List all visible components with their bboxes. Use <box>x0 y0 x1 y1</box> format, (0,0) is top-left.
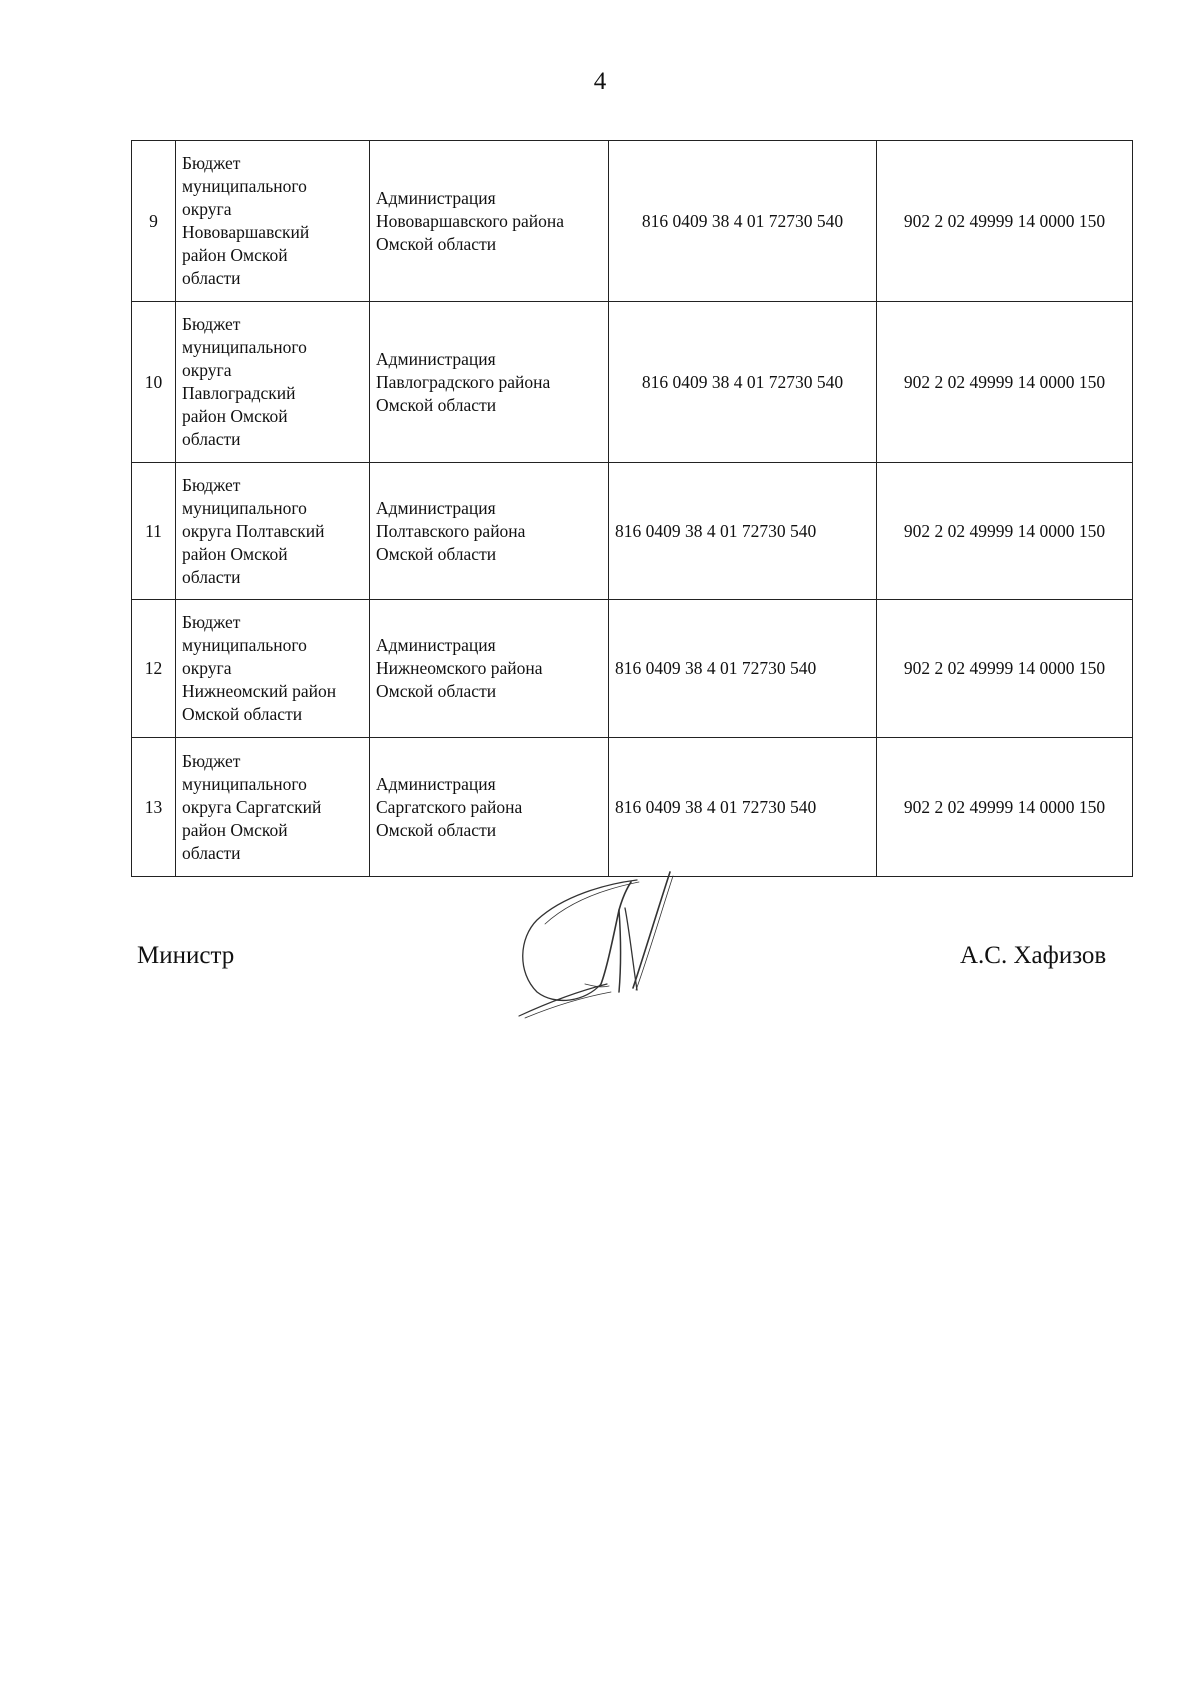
row-number: 13 <box>132 738 176 877</box>
revenue-code: 902 2 02 49999 14 0000 150 <box>877 738 1133 877</box>
row-number: 11 <box>132 463 176 600</box>
row-number: 9 <box>132 141 176 302</box>
row-number: 12 <box>132 600 176 738</box>
administrator-name: Администрация Нововаршавского района Омской области <box>370 141 609 302</box>
budget-name: Бюджет муниципального округа Павлоградский район Омской области <box>176 302 370 463</box>
table-row <box>132 463 1133 600</box>
budget-name: Бюджет муниципального округа Нововаршавский район Омской области <box>176 141 370 302</box>
expense-code: 816 0409 38 4 01 72730 540 <box>609 600 877 738</box>
administrator-name: Администрация Полтавского района Омской области <box>370 463 609 600</box>
signatory-name: А.С. Хафизов <box>960 942 1107 969</box>
table-row <box>132 141 1133 302</box>
handwritten-signature <box>515 868 715 1028</box>
row-number: 10 <box>132 302 176 463</box>
budget-name: Бюджет муниципального округа Полтавский район Омской области <box>176 463 370 600</box>
table-row <box>132 738 1133 877</box>
expense-code: 816 0409 38 4 01 72730 540 <box>609 141 877 302</box>
table-row <box>132 302 1133 463</box>
expense-code: 816 0409 38 4 01 72730 540 <box>609 738 877 877</box>
expense-code: 816 0409 38 4 01 72730 540 <box>609 302 877 463</box>
revenue-code: 902 2 02 49999 14 0000 150 <box>877 600 1133 738</box>
budget-name: Бюджет муниципального округа Саргатский район Омской области <box>176 738 370 877</box>
revenue-code: 902 2 02 49999 14 0000 150 <box>877 463 1133 600</box>
page-number: 4 <box>593 68 607 95</box>
revenue-code: 902 2 02 49999 14 0000 150 <box>877 302 1133 463</box>
budget-name: Бюджет муниципального округа Нижнеомский район Омской области <box>176 600 370 738</box>
budget-allocation-table <box>131 140 1133 877</box>
revenue-code: 902 2 02 49999 14 0000 150 <box>877 141 1133 302</box>
table-row <box>132 600 1133 738</box>
expense-code: 816 0409 38 4 01 72730 540 <box>609 463 877 600</box>
administrator-name: Администрация Павлоградского района Омской области <box>370 302 609 463</box>
position-title: Министр <box>137 942 235 969</box>
administrator-name: Администрация Нижнеомского района Омской области <box>370 600 609 738</box>
administrator-name: Администрация Саргатского района Омской области <box>370 738 609 877</box>
